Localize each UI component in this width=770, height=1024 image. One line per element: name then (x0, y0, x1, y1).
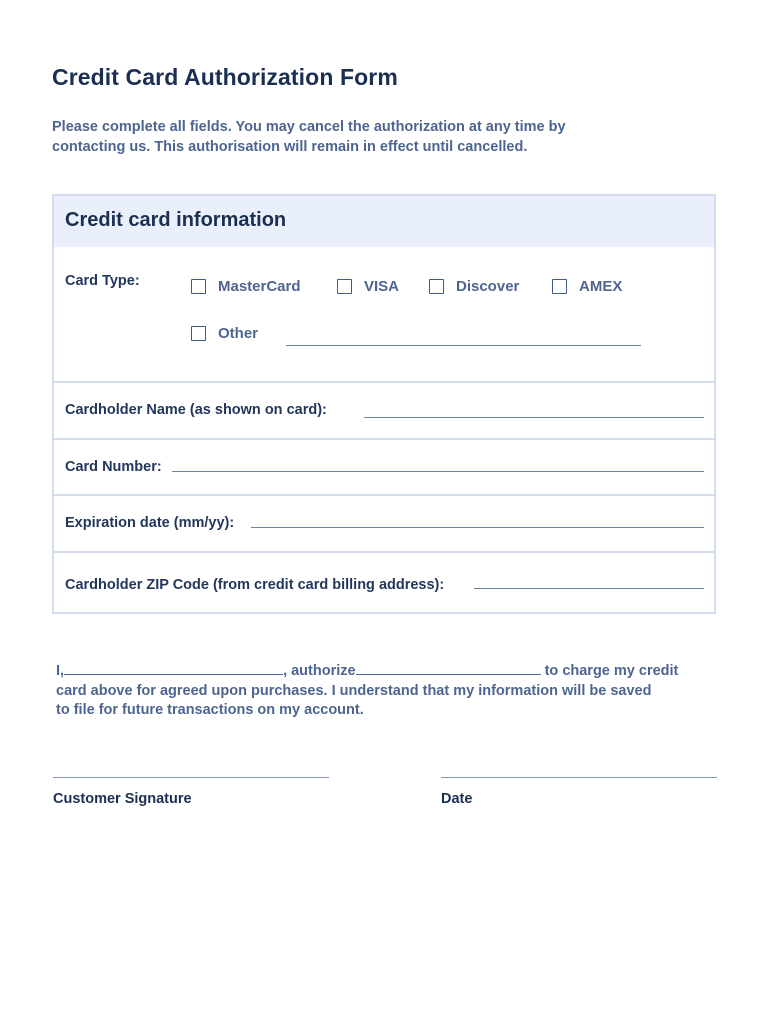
amex-label: AMEX (579, 277, 623, 295)
other-card-type-field[interactable] (286, 345, 641, 346)
other-checkbox[interactable] (191, 326, 206, 341)
row-divider (54, 438, 714, 440)
row-divider (54, 551, 714, 553)
option-visa[interactable] (337, 276, 399, 296)
authorization-line-1 (56, 660, 726, 682)
credit-card-section (52, 194, 716, 614)
mastercard-checkbox[interactable] (191, 279, 206, 294)
cardholder-name-field[interactable] (364, 417, 704, 418)
option-mastercard[interactable] (191, 276, 301, 296)
merchant-name-blank[interactable] (356, 660, 541, 675)
mastercard-label: MasterCard (218, 277, 301, 295)
discover-label: Discover (456, 277, 520, 295)
zip-code-label: Cardholder ZIP Code (from credit card billing address): (65, 577, 445, 593)
card-type-label: Card Type: (65, 273, 140, 289)
instructions-line-1: Please complete all fields. You may cancel the authorization at any time by (52, 119, 566, 135)
zip-code-field[interactable] (474, 588, 704, 589)
authorization-statement (56, 660, 726, 721)
instructions-line-2: contacting us. This authorisation will remain in effect until cancelled. (52, 138, 528, 155)
option-amex[interactable] (552, 276, 622, 296)
card-number-field[interactable] (172, 471, 704, 472)
auth-prefix: I, (56, 663, 65, 679)
customer-signature-field[interactable] (53, 777, 329, 778)
row-divider (54, 381, 714, 383)
option-discover[interactable] (429, 276, 519, 296)
customer-signature-label: Customer Signature (53, 791, 192, 807)
form-instructions (52, 118, 672, 157)
auth-suffix: to charge my credit (540, 663, 679, 679)
visa-checkbox[interactable] (337, 279, 352, 294)
row-divider (54, 494, 714, 496)
other-label: Other (218, 324, 259, 342)
discover-checkbox[interactable] (429, 279, 444, 294)
section-title: Credit card information (65, 209, 287, 231)
auth-middle: , authorize (283, 663, 356, 679)
customer-name-blank[interactable] (64, 660, 283, 675)
expiration-date-label: Expiration date (mm/yy): (65, 515, 235, 531)
authorization-line-2: card above for agreed upon purchases. I understand that my information will be saved (56, 682, 652, 699)
option-other[interactable] (191, 323, 258, 343)
page-title: Credit Card Authorization Form (52, 64, 398, 90)
amex-checkbox[interactable] (552, 279, 567, 294)
date-field[interactable] (441, 777, 717, 778)
authorization-line-3: to file for future transactions on my account. (56, 702, 364, 718)
section-header (54, 196, 714, 247)
visa-label: VISA (364, 277, 400, 295)
card-number-label: Card Number: (65, 459, 162, 475)
cardholder-name-label: Cardholder Name (as shown on card): (65, 402, 327, 418)
expiration-date-field[interactable] (251, 527, 704, 528)
date-label: Date (441, 791, 473, 807)
